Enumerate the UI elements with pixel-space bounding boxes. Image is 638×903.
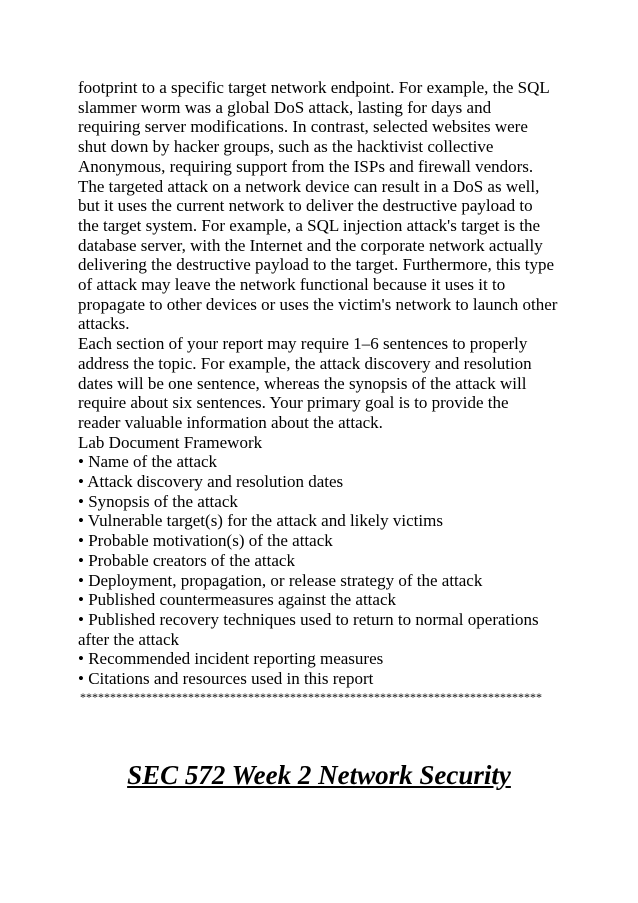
text-line: the target system. For example, a SQL injection attack's target is the xyxy=(78,215,541,235)
bullet-item: • Probable motivation(s) of the attack xyxy=(78,531,333,551)
text-line: requiring server modifications. In contrast, selected websites were xyxy=(78,117,528,137)
bullet-item: • Synopsis of the attack xyxy=(78,491,238,511)
bullet-item: • Recommended incident reporting measures xyxy=(78,649,384,669)
section-heading: SEC 572 Week 2 Network Security xyxy=(127,760,511,790)
body-text xyxy=(78,78,578,689)
text-line: require about six sentences. Your primary goal is to provide the xyxy=(78,393,509,413)
text-line: Each section of your report may require 1–6 sentences to properly xyxy=(78,334,528,354)
framework-title: Lab Document Framework xyxy=(78,432,263,452)
text-line: propagate to other devices or uses the victim's network to launch other xyxy=(78,294,558,314)
text-line: shut down by hacker groups, such as the hacktivist collective xyxy=(78,137,494,157)
text-line: address the topic. For example, the attack discovery and resolution xyxy=(78,353,532,373)
text-line: footprint to a specific target network endpoint. For example, the SQL xyxy=(78,78,550,97)
text-line: dates will be one sentence, whereas the synopsis of the attack will xyxy=(78,373,527,393)
text-line: Anonymous, requiring support from the ISPs and firewall vendors. xyxy=(78,156,534,176)
text-line: attacks. xyxy=(78,314,130,334)
text-line: The targeted attack on a network device can result in a DoS as well, xyxy=(78,176,540,196)
text-line: database server, with the Internet and the corporate network actually xyxy=(78,235,543,255)
text-line: delivering the destructive payload to the target. Furthermore, this type xyxy=(78,255,555,275)
bullet-item: • Vulnerable target(s) for the attack and likely victims xyxy=(78,511,443,531)
bullet-item: • Name of the attack xyxy=(78,452,218,472)
asterisk-separator: ***************************************************************************** xyxy=(80,690,542,704)
text-line: reader valuable information about the attack. xyxy=(78,412,383,432)
text-line: but it uses the current network to deliver the destructive payload to xyxy=(78,196,533,216)
bullet-item: • Citations and resources used in this report xyxy=(78,669,374,689)
bullet-item: • Published recovery techniques used to return to normal operations xyxy=(78,609,539,629)
bullet-item: • Published countermeasures against the attack xyxy=(78,590,396,610)
bullet-item-continuation: after the attack xyxy=(78,629,179,649)
text-line: slammer worm was a global DoS attack, lasting for days and xyxy=(78,97,492,117)
text-line: of attack may leave the network functional because it uses it to xyxy=(78,275,506,295)
bullet-item: • Deployment, propagation, or release strategy of the attack xyxy=(78,570,483,590)
bullet-item: • Attack discovery and resolution dates xyxy=(78,472,344,492)
bullet-item: • Probable creators of the attack xyxy=(78,550,295,570)
